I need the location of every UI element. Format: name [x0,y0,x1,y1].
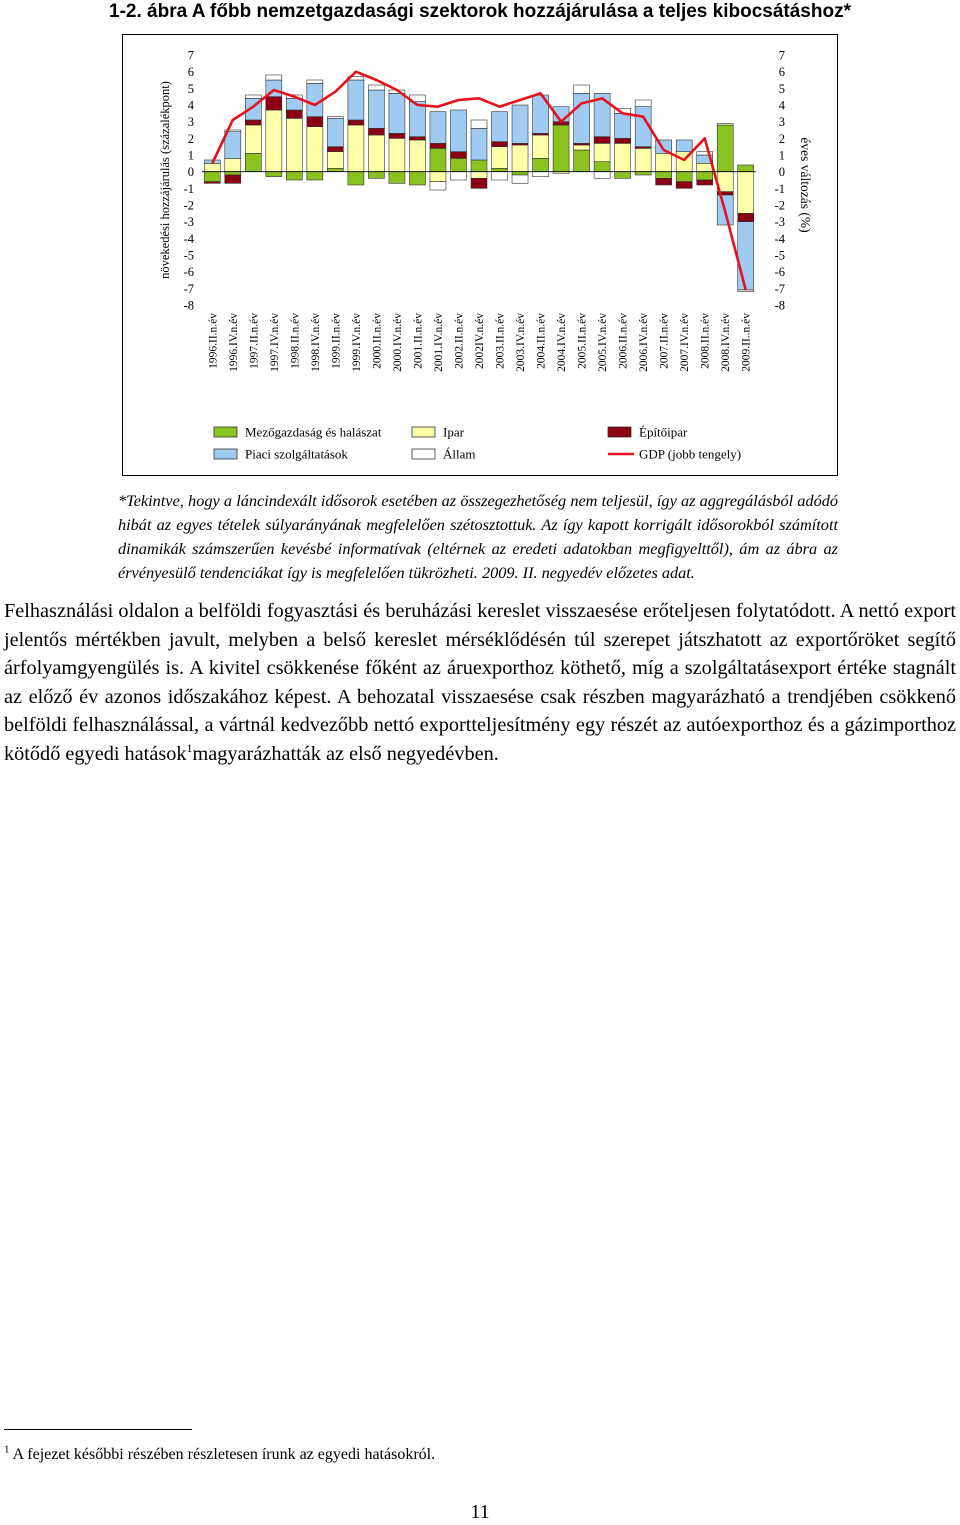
x-tick-label-6: 1999.II.n.év [330,313,343,369]
y-tick-left-4: 3 [187,115,194,130]
bar-segment-0-9 [389,172,405,184]
x-tick-label-15: 2003.IV.n.év [515,313,528,372]
x-tick-label-23: 2007.IV.n.év [679,313,692,372]
y-axis-label-right: éves változás (%) [798,137,813,233]
x-tick-label-3: 1997.IV.n.év [268,313,281,372]
bar-segment-0-16 [533,158,549,171]
y-tick-right-2: 5 [778,81,785,96]
bar-segment-2-1 [225,175,241,183]
bar-segment-1-1 [225,158,241,171]
x-tick-label-21: 2006.IV.n.év [638,313,651,372]
y-tick-right-14: -7 [774,281,785,296]
bar-segment-0-24 [697,172,713,180]
bar-segment-3-9 [389,93,405,133]
bar-segment-2-23 [676,182,692,189]
y-tick-right-4: 3 [778,115,785,130]
bar-segment-4-18 [574,85,590,93]
y-tick-right-13: -6 [774,265,785,280]
bar-segment-1-7 [348,125,364,172]
legend-label-1: Ipar [443,424,464,440]
bar-segment-3-20 [615,113,631,138]
x-tick-label-11: 2001.IV.n.év [432,313,445,372]
bar-segment-2-6 [327,147,343,152]
bar-segment-0-18 [574,150,590,172]
x-tick-label-24: 2008.II.n.év [699,313,712,369]
bar-segment-4-25 [717,123,733,125]
bar-segment-4-2 [245,95,261,98]
body-text-part2: magyarázhatták az első negyedévben. [192,742,499,765]
bar-segment-0-20 [615,172,631,179]
y-tick-right-7: 0 [778,165,785,180]
x-tick-label-9: 2000.IV.n.év [391,313,404,372]
x-tick-label-20: 2006.II.n.év [617,313,630,369]
y-tick-left-13: -6 [183,265,194,280]
y-tick-left-3: 4 [187,98,194,113]
bar-segment-1-6 [327,152,343,169]
body-text-part1: Felhasználási oldalon a belföldi fogyasztási és beruházási kereslet visszaesése erőteljesen folytatódott. A nettó export jelentős mértékben javult, melyben a belső kereslet mérséklődésén túl szerepet játszhatott az exportőröket segítő árfolyamgyengülés is. A kivitel csökkenése főként az áruexporthoz köthető, míg a szolgáltatásexport értéke stagnált az előző év azonos időszakához képest. A behozatal visszaesése csak részben magyarázható a trendjében csökkenő belföldi felhasználással, a vártnál kedvezőbb nettó exportteljesítmény egy részét az autóexporthoz és a gázimporthoz kötődő egyedi hatások [4,600,956,765]
bar-segment-4-13 [471,120,487,128]
legend-label-0: Mezőgazdaság és halászat [245,424,382,440]
legend-label-2: Építőipar [639,424,688,440]
bar-segment-4-5 [307,80,323,83]
bar-segment-0-11 [430,148,446,171]
bar-segment-2-22 [656,178,672,185]
bar-segment-0-25 [717,125,733,172]
bar-segment-4-15 [512,175,528,183]
y-axis-label-left: növekedési hozzájárulás (százalékpont) [158,81,172,279]
bar-segment-1-19 [594,143,610,161]
bar-segment-1-3 [266,110,282,172]
bar-segment-2-26 [738,213,754,221]
y-tick-right-12: -5 [774,248,785,263]
bar-segment-0-2 [245,153,261,171]
bar-segment-3-1 [225,132,241,159]
y-tick-right-8: -1 [774,181,785,196]
x-tick-label-5: 1998.IV.n.év [309,313,322,372]
x-tick-label-14: 2003.II.n.év [494,313,507,369]
x-tick-label-2: 1997.II.n.év [248,313,261,369]
bar-segment-1-0 [204,163,220,171]
bar-segment-4-12 [450,172,466,180]
bar-segment-4-14 [492,172,508,180]
figure-note: *Tekintve, hogy a láncindexált idősorok esetében az összegezhetőség nem teljesül, így az aggregálásból adódó hibát az egyes tételek súlyarányának megfelelően szétosztottuk. Az így kapott korrigált idősorokból számított dinamikák számszerűen kevésbé informatívak (eltérnek az eredeti adatokban megfigyelttől), ám az ábra az érvényesülő tendenciákat így is megfelelően tükrözheti. 2009. II. negyedév előzetes adat. [118,491,838,582]
y-tick-left-1: 6 [187,65,194,80]
y-tick-right-10: -3 [774,215,785,230]
legend-swatch-4 [412,449,435,459]
figure-title: 1-2. ábra A főbb nemzetgazdasági szektorok hozzájárulása a teljes kibocsátáshoz* [109,1,851,22]
bar-segment-0-22 [656,172,672,179]
bar-segment-1-22 [656,153,672,171]
bar-segment-1-15 [512,145,528,172]
x-tick-label-17: 2004.IV.n.év [556,313,569,372]
legend-swatch-0 [214,427,237,437]
bar-segment-3-7 [348,80,364,120]
y-tick-left-7: 0 [187,165,194,180]
x-tick-label-12: 2002.II.n.év [453,313,466,369]
bar-segment-1-10 [409,140,425,172]
bar-segment-2-4 [286,110,302,118]
bar-segment-1-20 [615,143,631,171]
y-tick-right-11: -4 [774,231,785,246]
legend-label-3: Piaci szolgáltatások [245,446,348,462]
footnote [4,1444,435,1466]
bar-segment-4-21 [635,100,651,107]
bar-segment-0-13 [471,160,487,172]
bar-segment-1-26 [738,172,754,214]
y-tick-right-5: 2 [778,131,785,146]
bar-segment-3-23 [676,140,692,152]
legend-swatch-2 [608,427,631,437]
y-tick-left-6: 1 [187,148,194,163]
bar-segment-0-26 [738,165,754,172]
bar-segment-0-8 [368,172,384,179]
bar-segment-3-10 [409,102,425,137]
y-tick-right-0: 7 [778,48,785,63]
bar-segment-0-17 [553,125,569,172]
bar-segment-0-14 [492,168,508,171]
y-tick-right-3: 4 [778,98,785,113]
page-number: 11 [470,1501,490,1523]
bar-segment-4-19 [594,172,610,179]
bar-segment-2-3 [266,97,282,110]
y-tick-left-2: 5 [187,81,194,96]
x-tick-label-25: 2008.IV.n.év [720,313,733,372]
y-tick-left-8: -1 [183,181,194,196]
bar-segment-1-2 [245,125,261,153]
bar-segment-0-15 [512,172,528,175]
x-tick-label-16: 2004.II.n.év [535,313,548,369]
bar-segment-0-5 [307,172,323,180]
bar-segment-0-4 [286,172,302,180]
bar-segment-4-8 [368,85,384,90]
bar-segment-1-5 [307,127,323,172]
bar-segment-2-12 [450,152,466,159]
x-tick-label-10: 2001.II.n.év [412,313,425,369]
legend-swatch-1 [412,427,435,437]
bar-segment-2-7 [348,120,364,125]
bar-segment-0-0 [204,172,220,182]
bar-segment-0-19 [594,162,610,172]
stacked-bar-chart [123,35,837,475]
bar-segment-1-4 [286,118,302,171]
bar-segment-4-6 [327,117,343,119]
legend-swatch-3 [214,449,237,459]
bar-segment-2-0 [204,182,220,184]
bar-segment-0-21 [635,172,651,175]
x-tick-label-13: 2002IV.n.év [474,313,486,370]
bar-segment-2-11 [430,143,446,148]
y-tick-left-15: -8 [183,298,194,313]
bar-segment-3-6 [327,118,343,146]
y-tick-left-5: 2 [187,131,194,146]
bar-segment-3-8 [368,90,384,128]
bar-segment-0-6 [327,168,343,171]
bar-segment-1-11 [430,172,446,182]
bar-segment-2-14 [492,142,508,147]
bar-segment-2-13 [471,178,487,188]
footnote-number: 1 [4,1443,10,1456]
footnote-text: A fejezet későbbi részében részletesen írunk az egyedi hatásokról. [9,1446,436,1463]
legend-label-5: GDP (jobb tengely) [639,446,742,462]
y-tick-left-12: -5 [183,248,194,263]
body-paragraph [4,597,956,769]
bar-segment-4-16 [533,172,549,177]
bar-segment-0-3 [266,172,282,177]
bar-segment-0-23 [676,172,692,182]
x-tick-label-1: 1996.IV.n.év [227,313,240,372]
bar-segment-1-14 [492,147,508,169]
bar-segment-2-8 [368,128,384,135]
y-tick-left-0: 7 [187,48,194,63]
bar-segment-2-9 [389,133,405,138]
bar-segment-1-9 [389,138,405,171]
bar-segment-2-24 [697,180,713,185]
x-tick-label-18: 2005.II.n.év [576,313,589,369]
y-tick-left-9: -2 [183,198,194,213]
y-tick-right-9: -2 [774,198,785,213]
footnote-ref[interactable]: 1 [186,741,193,756]
bar-segment-3-12 [450,110,466,152]
bar-segment-1-16 [533,135,549,158]
bar-segment-1-21 [635,148,651,171]
bar-segment-0-1 [225,172,241,175]
body-text [4,597,956,769]
bar-segment-3-14 [492,112,508,142]
bar-segment-3-11 [430,112,446,144]
bar-segment-1-24 [697,163,713,171]
bar-segment-2-19 [594,137,610,144]
x-tick-label-19: 2005.IV.n.év [597,313,610,372]
bar-segment-4-3 [266,75,282,80]
legend-label-4: Állam [443,446,476,462]
x-tick-label-0: 1996.II.n.év [207,313,220,369]
y-tick-right-15: -8 [774,298,785,313]
footnote-divider [4,1429,192,1430]
bar-segment-1-8 [368,135,384,172]
bar-segment-2-10 [409,137,425,140]
bar-segment-1-18 [574,145,590,150]
y-tick-right-1: 6 [778,65,785,80]
x-tick-label-7: 1999.IV.n.év [350,313,363,372]
x-tick-label-8: 2000.II.n.év [371,313,384,369]
chart-frame [122,34,838,476]
bar-segment-4-26 [738,290,754,292]
bar-segment-0-7 [348,172,364,185]
bar-segment-1-13 [471,172,487,179]
x-tick-label-22: 2007.II.n.év [658,313,671,369]
bar-segment-3-13 [471,128,487,160]
bar-segment-3-15 [512,105,528,143]
bar-segment-0-12 [450,158,466,171]
y-tick-left-10: -3 [183,215,194,230]
bar-segment-2-2 [245,120,261,125]
bar-segment-2-5 [307,117,323,127]
y-tick-left-14: -7 [183,281,194,296]
y-tick-right-6: 1 [778,148,785,163]
y-tick-left-11: -4 [183,231,194,246]
x-tick-label-26: 2009.II..n.év [740,313,753,372]
bar-segment-2-20 [615,138,631,143]
bar-segment-4-11 [430,182,446,190]
x-tick-label-4: 1998.II.n.év [289,313,302,369]
bar-segment-3-26 [738,222,754,290]
bar-segment-0-10 [409,172,425,185]
